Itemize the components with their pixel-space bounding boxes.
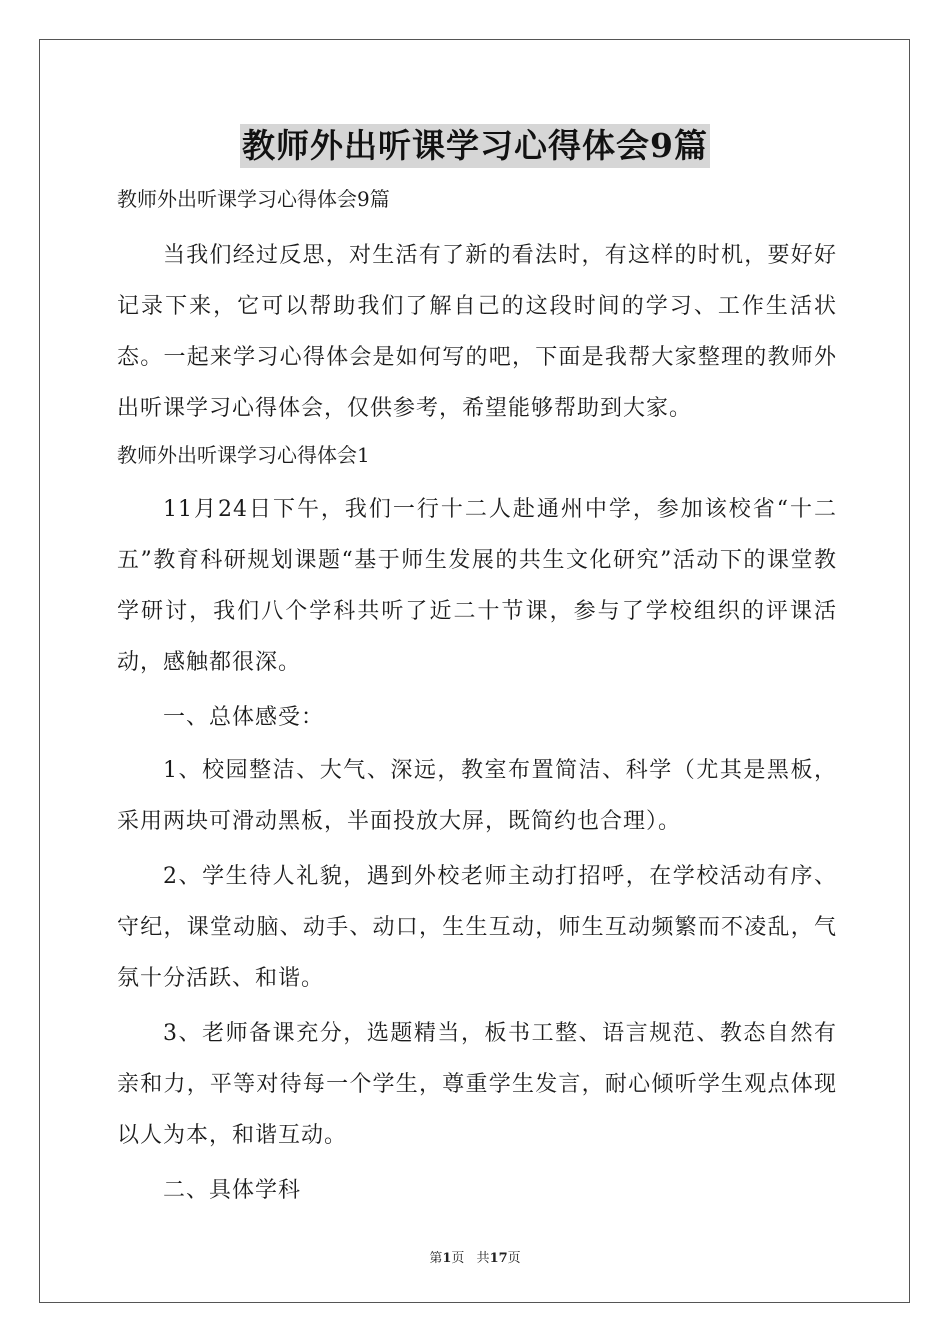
page-total xyxy=(477,1251,521,1266)
page-footer xyxy=(0,1247,950,1266)
total-suffix: 页 xyxy=(507,1251,521,1266)
body-paragraph: 一、总体感受： xyxy=(163,705,325,730)
title-wrapper xyxy=(0,124,950,168)
total-prefix: 共 xyxy=(476,1251,490,1266)
document-title: 教师外出听课学习心得体会9篇 xyxy=(240,124,710,168)
page-number xyxy=(429,1251,464,1266)
body-paragraph: 11月24日下午，我们一行十二人赴通州中学，参加该校省“十二五”教育科研规划课题“基于师生发展的共生文化研究”活动下的课堂教学研讨，我们八个学科共听了近二十节课，参与了学校组织的评课活动，感触都很深。 xyxy=(117,497,837,675)
current-page: 1 xyxy=(442,1251,452,1266)
intro-paragraph: 当我们经过反思，对生活有了新的看法时，有这样的时机，要好好记录下来，它可以帮助我们了解自己的这段时间的学习、工作生活状态。一起来学习心得体会是如何写的吧，下面是我帮大家整理的教师外出听课学习心得体会，仅供参考，希望能够帮助到大家。 xyxy=(117,243,837,421)
body-paragraph: 二、具体学科 xyxy=(163,1178,302,1203)
page-prefix: 第 xyxy=(429,1251,443,1266)
body-paragraph: 2、学生待人礼貌，遇到外校老师主动打招呼，在学校活动有序、守纪，课堂动脑、动手、动口，生生互动，师生互动频繁而不凌乱，气氛十分活跃、和谐。 xyxy=(117,864,837,991)
document-body xyxy=(117,180,837,1216)
body-paragraph: 1、校园整洁、大气、深远，教室布置简洁、科学（尤其是黑板，采用两块可滑动黑板，半面投放大屏，既简约也合理）。 xyxy=(117,758,837,834)
section-heading-1: 教师外出听课学习心得体会1 xyxy=(117,443,370,467)
body-paragraph: 3、老师备课充分，选题精当，板书工整、语言规范、教态自然有亲和力，平等对待每一个学生，尊重学生发言，耐心倾听学生观点体现以人为本，和谐互动。 xyxy=(117,1021,837,1148)
page-suffix: 页 xyxy=(451,1251,465,1266)
document-subtitle: 教师外出听课学习心得体会9篇 xyxy=(117,187,390,211)
total-pages: 17 xyxy=(489,1251,508,1266)
